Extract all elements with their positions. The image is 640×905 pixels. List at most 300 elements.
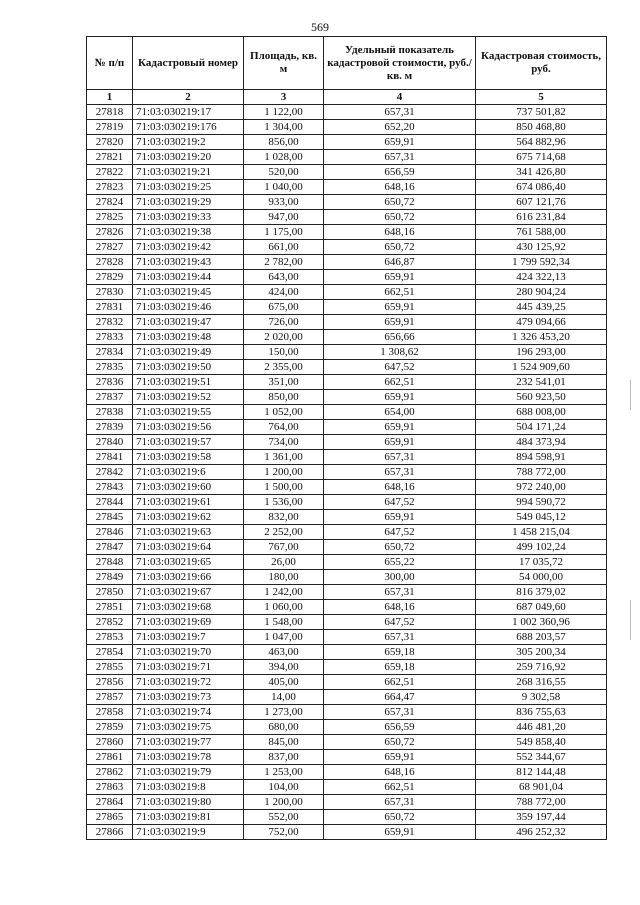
header-cadastral-value: Кадастровая стоимость, руб. — [476, 37, 607, 90]
specific-value-cell: 648,16 — [324, 480, 476, 495]
specific-value-cell: 650,72 — [324, 210, 476, 225]
row-number-cell: 27843 — [87, 480, 133, 495]
table-row — [87, 585, 607, 600]
cadastral-value-cell: 616 231,84 — [476, 210, 607, 225]
row-number-cell: 27823 — [87, 180, 133, 195]
cadastral-value-cell: 675 714,68 — [476, 150, 607, 165]
header-row-number: № п/п — [87, 37, 133, 90]
cadastral-value-cell: 196 293,00 — [476, 345, 607, 360]
cadastral-number-cell: 71:03:030219:2 — [133, 135, 244, 150]
row-number-cell: 27825 — [87, 210, 133, 225]
cadastral-number-cell: 71:03:030219:78 — [133, 750, 244, 765]
row-number-cell: 27833 — [87, 330, 133, 345]
cadastral-number-cell: 71:03:030219:77 — [133, 735, 244, 750]
cadastral-value-cell: 788 772,00 — [476, 465, 607, 480]
specific-value-cell: 648,16 — [324, 765, 476, 780]
cadastral-value-cell: 737 501,82 — [476, 105, 607, 120]
table-row — [87, 315, 607, 330]
row-number-cell: 27829 — [87, 270, 133, 285]
cadastral-number-cell: 71:03:030219:20 — [133, 150, 244, 165]
specific-value-cell: 650,72 — [324, 735, 476, 750]
table-row — [87, 300, 607, 315]
cadastral-value-cell: 1 002 360,96 — [476, 615, 607, 630]
cadastral-number-cell: 71:03:030219:65 — [133, 555, 244, 570]
specific-value-cell: 656,59 — [324, 165, 476, 180]
table-row — [87, 360, 607, 375]
area-cell: 180,00 — [244, 570, 324, 585]
cadastral-number-cell: 71:03:030219:56 — [133, 420, 244, 435]
table-row — [87, 795, 607, 810]
cadastral-number-cell: 71:03:030219:25 — [133, 180, 244, 195]
cadastral-value-cell: 812 144,48 — [476, 765, 607, 780]
table-row — [87, 345, 607, 360]
cadastral-number-cell: 71:03:030219:79 — [133, 765, 244, 780]
row-number-cell: 27848 — [87, 555, 133, 570]
column-number: 1 — [87, 90, 133, 105]
table-row — [87, 660, 607, 675]
area-cell: 2 355,00 — [244, 360, 324, 375]
row-number-cell: 27859 — [87, 720, 133, 735]
table-row — [87, 180, 607, 195]
cadastral-number-cell: 71:03:030219:7 — [133, 630, 244, 645]
row-number-cell: 27849 — [87, 570, 133, 585]
cadastral-value-cell: 1 326 453,20 — [476, 330, 607, 345]
cadastral-number-cell: 71:03:030219:17 — [133, 105, 244, 120]
table-header-row — [87, 37, 607, 90]
area-cell: 1 361,00 — [244, 450, 324, 465]
cadastral-value-cell: 496 252,32 — [476, 825, 607, 840]
table-row — [87, 720, 607, 735]
cadastral-value-cell: 836 755,63 — [476, 705, 607, 720]
cadastral-value-cell: 688 008,00 — [476, 405, 607, 420]
column-number: 2 — [133, 90, 244, 105]
area-cell: 661,00 — [244, 240, 324, 255]
specific-value-cell: 664,47 — [324, 690, 476, 705]
cadastral-value-cell: 341 426,80 — [476, 165, 607, 180]
area-cell: 767,00 — [244, 540, 324, 555]
row-number-cell: 27846 — [87, 525, 133, 540]
row-number-cell: 27865 — [87, 810, 133, 825]
cadastral-number-cell: 71:03:030219:50 — [133, 360, 244, 375]
table-row — [87, 810, 607, 825]
specific-value-cell: 662,51 — [324, 675, 476, 690]
cadastral-number-cell: 71:03:030219:68 — [133, 600, 244, 615]
row-number-cell: 27822 — [87, 165, 133, 180]
table-row — [87, 240, 607, 255]
specific-value-cell: 662,51 — [324, 375, 476, 390]
cadastral-value-table — [86, 36, 607, 840]
area-cell: 1 052,00 — [244, 405, 324, 420]
cadastral-value-cell: 68 901,04 — [476, 780, 607, 795]
specific-value-cell: 659,91 — [324, 825, 476, 840]
cadastral-number-cell: 71:03:030219:49 — [133, 345, 244, 360]
table-row — [87, 555, 607, 570]
cadastral-number-cell: 71:03:030219:47 — [133, 315, 244, 330]
area-cell: 1 253,00 — [244, 765, 324, 780]
table-row — [87, 465, 607, 480]
row-number-cell: 27854 — [87, 645, 133, 660]
cadastral-number-cell: 71:03:030219:46 — [133, 300, 244, 315]
area-cell: 832,00 — [244, 510, 324, 525]
row-number-cell: 27844 — [87, 495, 133, 510]
specific-value-cell: 657,31 — [324, 705, 476, 720]
cadastral-number-cell: 71:03:030219:81 — [133, 810, 244, 825]
cadastral-value-cell: 17 035,72 — [476, 555, 607, 570]
area-cell: 837,00 — [244, 750, 324, 765]
cadastral-number-cell: 71:03:030219:9 — [133, 825, 244, 840]
area-cell: 1 304,00 — [244, 120, 324, 135]
cadastral-value-cell: 259 716,92 — [476, 660, 607, 675]
table-row — [87, 825, 607, 840]
row-number-cell: 27838 — [87, 405, 133, 420]
table-row — [87, 480, 607, 495]
cadastral-value-cell: 607 121,76 — [476, 195, 607, 210]
table-row — [87, 195, 607, 210]
cadastral-number-cell: 71:03:030219:51 — [133, 375, 244, 390]
row-number-cell: 27839 — [87, 420, 133, 435]
area-cell: 2 020,00 — [244, 330, 324, 345]
specific-value-cell: 650,72 — [324, 540, 476, 555]
row-number-cell: 27864 — [87, 795, 133, 810]
specific-value-cell: 657,31 — [324, 465, 476, 480]
row-number-cell: 27821 — [87, 150, 133, 165]
area-cell: 1 122,00 — [244, 105, 324, 120]
table-row — [87, 270, 607, 285]
cadastral-value-cell: 894 598,91 — [476, 450, 607, 465]
cadastral-value-cell: 1 524 909,60 — [476, 360, 607, 375]
cadastral-number-cell: 71:03:030219:70 — [133, 645, 244, 660]
table-row — [87, 630, 607, 645]
row-number-cell: 27818 — [87, 105, 133, 120]
area-cell: 552,00 — [244, 810, 324, 825]
cadastral-value-cell: 446 481,20 — [476, 720, 607, 735]
column-number-row — [87, 90, 607, 105]
area-cell: 463,00 — [244, 645, 324, 660]
table-row — [87, 765, 607, 780]
table-row — [87, 330, 607, 345]
specific-value-cell: 650,72 — [324, 810, 476, 825]
cadastral-number-cell: 71:03:030219:6 — [133, 465, 244, 480]
area-cell: 394,00 — [244, 660, 324, 675]
cadastral-value-cell: 549 045,12 — [476, 510, 607, 525]
area-cell: 643,00 — [244, 270, 324, 285]
cadastral-number-cell: 71:03:030219:66 — [133, 570, 244, 585]
specific-value-cell: 662,51 — [324, 285, 476, 300]
area-cell: 1 200,00 — [244, 465, 324, 480]
specific-value-cell: 659,91 — [324, 315, 476, 330]
area-cell: 2 782,00 — [244, 255, 324, 270]
row-number-cell: 27850 — [87, 585, 133, 600]
table-row — [87, 105, 607, 120]
cadastral-number-cell: 71:03:030219:60 — [133, 480, 244, 495]
row-number-cell: 27863 — [87, 780, 133, 795]
scan-edge-mark — [630, 600, 631, 640]
cadastral-number-cell: 71:03:030219:73 — [133, 690, 244, 705]
row-number-cell: 27835 — [87, 360, 133, 375]
row-number-cell: 27860 — [87, 735, 133, 750]
row-number-cell: 27858 — [87, 705, 133, 720]
specific-value-cell: 659,91 — [324, 750, 476, 765]
cadastral-value-cell: 445 439,25 — [476, 300, 607, 315]
area-cell: 850,00 — [244, 390, 324, 405]
specific-value-cell: 659,91 — [324, 435, 476, 450]
table-row — [87, 405, 607, 420]
cadastral-number-cell: 71:03:030219:48 — [133, 330, 244, 345]
table-row — [87, 615, 607, 630]
specific-value-cell: 646,87 — [324, 255, 476, 270]
cadastral-value-cell: 9 302,58 — [476, 690, 607, 705]
row-number-cell: 27820 — [87, 135, 133, 150]
cadastral-value-cell: 268 316,55 — [476, 675, 607, 690]
area-cell: 150,00 — [244, 345, 324, 360]
area-cell: 1 242,00 — [244, 585, 324, 600]
specific-value-cell: 648,16 — [324, 180, 476, 195]
cadastral-number-cell: 71:03:030219:55 — [133, 405, 244, 420]
table-row — [87, 450, 607, 465]
table-row — [87, 750, 607, 765]
page-number: 569 — [311, 20, 329, 34]
specific-value-cell: 647,52 — [324, 525, 476, 540]
area-cell: 1 060,00 — [244, 600, 324, 615]
cadastral-number-cell: 71:03:030219:63 — [133, 525, 244, 540]
cadastral-number-cell: 71:03:030219:64 — [133, 540, 244, 555]
row-number-cell: 27852 — [87, 615, 133, 630]
area-cell: 947,00 — [244, 210, 324, 225]
specific-value-cell: 650,72 — [324, 195, 476, 210]
specific-value-cell: 659,91 — [324, 420, 476, 435]
cadastral-number-cell: 71:03:030219:8 — [133, 780, 244, 795]
cadastral-number-cell: 71:03:030219:44 — [133, 270, 244, 285]
area-cell: 726,00 — [244, 315, 324, 330]
row-number-cell: 27832 — [87, 315, 133, 330]
cadastral-value-cell: 484 373,94 — [476, 435, 607, 450]
specific-value-cell: 654,00 — [324, 405, 476, 420]
cadastral-value-cell: 479 094,66 — [476, 315, 607, 330]
table-row — [87, 285, 607, 300]
area-cell: 734,00 — [244, 435, 324, 450]
specific-value-cell: 659,18 — [324, 660, 476, 675]
cadastral-value-cell: 816 379,02 — [476, 585, 607, 600]
cadastral-value-cell: 305 200,34 — [476, 645, 607, 660]
specific-value-cell: 659,91 — [324, 135, 476, 150]
cadastral-number-cell: 71:03:030219:80 — [133, 795, 244, 810]
cadastral-number-cell: 71:03:030219:62 — [133, 510, 244, 525]
specific-value-cell: 656,59 — [324, 720, 476, 735]
table-row — [87, 705, 607, 720]
table-row — [87, 510, 607, 525]
table-row — [87, 120, 607, 135]
specific-value-cell: 648,16 — [324, 600, 476, 615]
specific-value-cell: 659,91 — [324, 510, 476, 525]
area-cell: 1 047,00 — [244, 630, 324, 645]
table-row — [87, 225, 607, 240]
cadastral-number-cell: 71:03:030219:52 — [133, 390, 244, 405]
header-area: Площадь, кв. м — [244, 37, 324, 90]
cadastral-number-cell: 71:03:030219:176 — [133, 120, 244, 135]
row-number-cell: 27862 — [87, 765, 133, 780]
cadastral-value-cell: 564 882,96 — [476, 135, 607, 150]
table-row — [87, 375, 607, 390]
area-cell: 1 200,00 — [244, 795, 324, 810]
row-number-cell: 27834 — [87, 345, 133, 360]
cadastral-value-cell: 560 923,50 — [476, 390, 607, 405]
table-row — [87, 495, 607, 510]
area-cell: 1 028,00 — [244, 150, 324, 165]
area-cell: 1 040,00 — [244, 180, 324, 195]
table-row — [87, 390, 607, 405]
row-number-cell: 27851 — [87, 600, 133, 615]
table-body — [87, 105, 607, 840]
column-number: 3 — [244, 90, 324, 105]
table-row — [87, 540, 607, 555]
table-row — [87, 420, 607, 435]
row-number-cell: 27845 — [87, 510, 133, 525]
cadastral-number-cell: 71:03:030219:74 — [133, 705, 244, 720]
row-number-cell: 27837 — [87, 390, 133, 405]
area-cell: 856,00 — [244, 135, 324, 150]
row-number-cell: 27828 — [87, 255, 133, 270]
area-cell: 424,00 — [244, 285, 324, 300]
cadastral-value-cell: 359 197,44 — [476, 810, 607, 825]
area-cell: 933,00 — [244, 195, 324, 210]
area-cell: 104,00 — [244, 780, 324, 795]
specific-value-cell: 647,52 — [324, 360, 476, 375]
specific-value-cell: 652,20 — [324, 120, 476, 135]
table-row — [87, 255, 607, 270]
row-number-cell: 27866 — [87, 825, 133, 840]
table-row — [87, 150, 607, 165]
specific-value-cell: 659,18 — [324, 645, 476, 660]
table-row — [87, 525, 607, 540]
cadastral-number-cell: 71:03:030219:43 — [133, 255, 244, 270]
row-number-cell: 27824 — [87, 195, 133, 210]
cadastral-value-cell: 1 799 592,34 — [476, 255, 607, 270]
specific-value-cell: 657,31 — [324, 585, 476, 600]
cadastral-value-cell: 552 344,67 — [476, 750, 607, 765]
row-number-cell: 27840 — [87, 435, 133, 450]
row-number-cell: 27841 — [87, 450, 133, 465]
specific-value-cell: 1 308,62 — [324, 345, 476, 360]
cadastral-value-cell: 994 590,72 — [476, 495, 607, 510]
specific-value-cell: 657,31 — [324, 795, 476, 810]
area-cell: 26,00 — [244, 555, 324, 570]
row-number-cell: 27827 — [87, 240, 133, 255]
specific-value-cell: 647,52 — [324, 495, 476, 510]
area-cell: 680,00 — [244, 720, 324, 735]
cadastral-value-cell: 1 458 215,04 — [476, 525, 607, 540]
specific-value-cell: 650,72 — [324, 240, 476, 255]
area-cell: 405,00 — [244, 675, 324, 690]
cadastral-value-cell: 674 086,40 — [476, 180, 607, 195]
row-number-cell: 27826 — [87, 225, 133, 240]
specific-value-cell: 300,00 — [324, 570, 476, 585]
cadastral-value-cell: 688 203,57 — [476, 630, 607, 645]
cadastral-number-cell: 71:03:030219:45 — [133, 285, 244, 300]
row-number-cell: 27861 — [87, 750, 133, 765]
area-cell: 764,00 — [244, 420, 324, 435]
area-cell: 752,00 — [244, 825, 324, 840]
table-row — [87, 690, 607, 705]
table-row — [87, 210, 607, 225]
column-number: 5 — [476, 90, 607, 105]
row-number-cell: 27853 — [87, 630, 133, 645]
specific-value-cell: 656,66 — [324, 330, 476, 345]
cadastral-number-cell: 71:03:030219:42 — [133, 240, 244, 255]
specific-value-cell: 657,31 — [324, 450, 476, 465]
specific-value-cell: 657,31 — [324, 630, 476, 645]
table-row — [87, 600, 607, 615]
specific-value-cell: 657,31 — [324, 105, 476, 120]
cadastral-value-cell: 850 468,80 — [476, 120, 607, 135]
cadastral-number-cell: 71:03:030219:29 — [133, 195, 244, 210]
specific-value-cell: 657,31 — [324, 150, 476, 165]
area-cell: 520,00 — [244, 165, 324, 180]
table-row — [87, 780, 607, 795]
area-cell: 1 273,00 — [244, 705, 324, 720]
table-row — [87, 735, 607, 750]
cadastral-value-cell: 54 000,00 — [476, 570, 607, 585]
cadastral-number-cell: 71:03:030219:33 — [133, 210, 244, 225]
cadastral-number-cell: 71:03:030219:75 — [133, 720, 244, 735]
cadastral-number-cell: 71:03:030219:57 — [133, 435, 244, 450]
table-row — [87, 675, 607, 690]
cadastral-number-cell: 71:03:030219:72 — [133, 675, 244, 690]
area-cell: 1 536,00 — [244, 495, 324, 510]
area-cell: 351,00 — [244, 375, 324, 390]
header-specific-value: Удельный показатель кадастровой стоимости, руб./кв. м — [324, 37, 476, 90]
cadastral-number-cell: 71:03:030219:58 — [133, 450, 244, 465]
area-cell: 14,00 — [244, 690, 324, 705]
cadastral-value-cell: 430 125,92 — [476, 240, 607, 255]
area-cell: 1 548,00 — [244, 615, 324, 630]
cadastral-number-cell: 71:03:030219:38 — [133, 225, 244, 240]
table-row — [87, 645, 607, 660]
specific-value-cell: 659,91 — [324, 390, 476, 405]
header-cadastral-number: Кадастровый номер — [133, 37, 244, 90]
specific-value-cell: 648,16 — [324, 225, 476, 240]
cadastral-value-cell: 424 322,13 — [476, 270, 607, 285]
row-number-cell: 27847 — [87, 540, 133, 555]
table-row — [87, 570, 607, 585]
cadastral-number-cell: 71:03:030219:67 — [133, 585, 244, 600]
specific-value-cell: 659,91 — [324, 270, 476, 285]
table-row — [87, 135, 607, 150]
row-number-cell: 27842 — [87, 465, 133, 480]
cadastral-value-cell: 972 240,00 — [476, 480, 607, 495]
cadastral-number-cell: 71:03:030219:21 — [133, 165, 244, 180]
row-number-cell: 27831 — [87, 300, 133, 315]
cadastral-number-cell: 71:03:030219:71 — [133, 660, 244, 675]
row-number-cell: 27836 — [87, 375, 133, 390]
column-number: 4 — [324, 90, 476, 105]
area-cell: 845,00 — [244, 735, 324, 750]
area-cell: 675,00 — [244, 300, 324, 315]
cadastral-number-cell: 71:03:030219:69 — [133, 615, 244, 630]
cadastral-value-cell: 761 588,00 — [476, 225, 607, 240]
cadastral-value-cell: 280 904,24 — [476, 285, 607, 300]
row-number-cell: 27819 — [87, 120, 133, 135]
table-row — [87, 165, 607, 180]
row-number-cell: 27856 — [87, 675, 133, 690]
area-cell: 2 252,00 — [244, 525, 324, 540]
cadastral-value-cell: 232 541,01 — [476, 375, 607, 390]
specific-value-cell: 647,52 — [324, 615, 476, 630]
scan-edge-mark — [630, 380, 631, 410]
area-cell: 1 175,00 — [244, 225, 324, 240]
area-cell: 1 500,00 — [244, 480, 324, 495]
row-number-cell: 27855 — [87, 660, 133, 675]
specific-value-cell: 662,51 — [324, 780, 476, 795]
